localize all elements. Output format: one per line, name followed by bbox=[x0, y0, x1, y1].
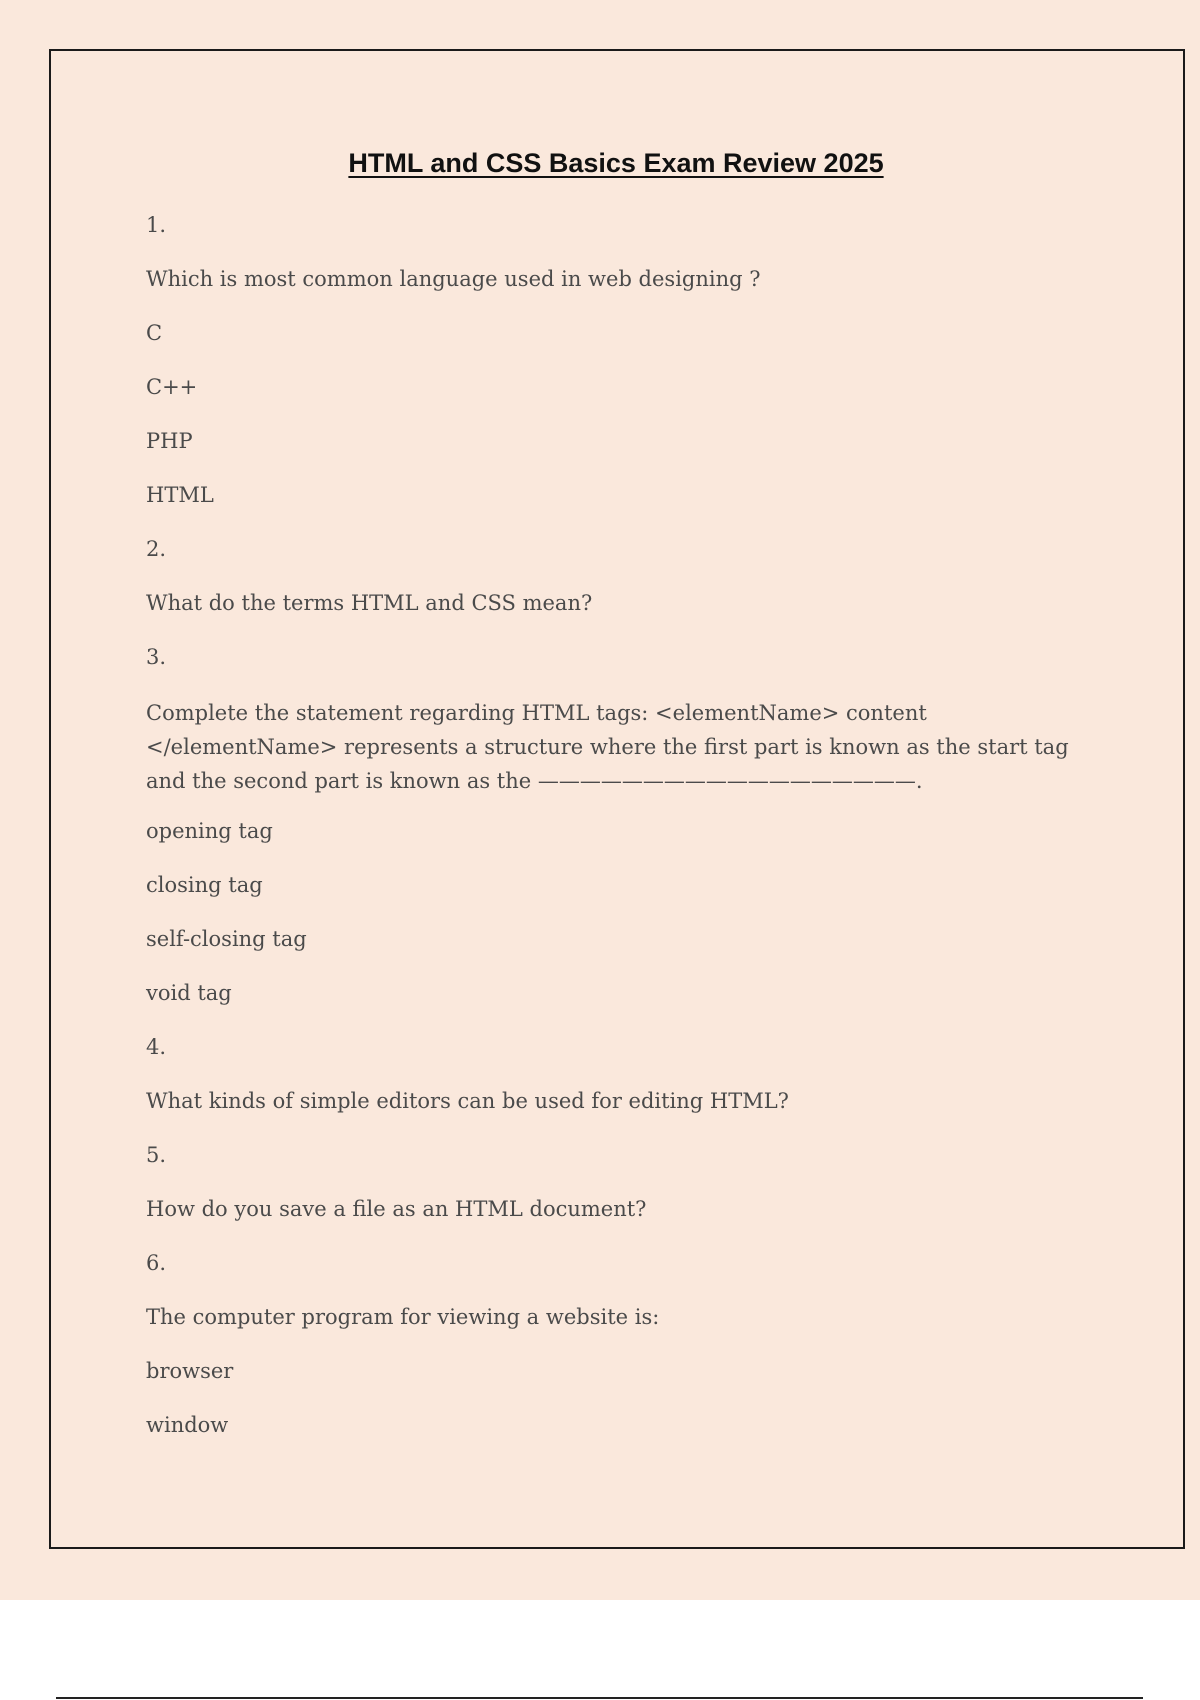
footer-divider bbox=[56, 1697, 1143, 1699]
questions-list bbox=[146, 210, 1096, 1464]
answer-option: window bbox=[146, 1413, 229, 1437]
question-number: 2. bbox=[146, 537, 167, 561]
question-text: Complete the statement regarding HTML tags: <elementName> content </elementName> represents a structure where the first part is known as the start tag and the second part is known as the ——————————————————. bbox=[146, 701, 1069, 793]
question-number: 6. bbox=[146, 1251, 167, 1275]
document-title: HTML and CSS Basics Exam Review 2025 bbox=[348, 148, 884, 178]
answer-option: self-closing tag bbox=[146, 927, 307, 951]
question-text: How do you save a file as an HTML document? bbox=[146, 1197, 647, 1221]
answer-option: HTML bbox=[146, 483, 214, 507]
answer-option: closing tag bbox=[146, 873, 263, 897]
question-number: 4. bbox=[146, 1035, 167, 1059]
question-number: 5. bbox=[146, 1143, 167, 1167]
answer-option: opening tag bbox=[146, 819, 273, 843]
question-text: What kinds of simple editors can be used for editing HTML? bbox=[146, 1089, 789, 1113]
question-text: The computer program for viewing a website is: bbox=[146, 1305, 660, 1329]
question-number: 3. bbox=[146, 645, 167, 669]
answer-option: C++ bbox=[146, 375, 198, 399]
answer-option: void tag bbox=[146, 981, 232, 1005]
question-number: 1. bbox=[146, 213, 167, 237]
answer-option: PHP bbox=[146, 429, 193, 453]
answer-option: browser bbox=[146, 1359, 234, 1383]
answer-option: C bbox=[146, 321, 163, 345]
question-text: Which is most common language used in web designing ? bbox=[146, 267, 761, 291]
question-text: What do the terms HTML and CSS mean? bbox=[146, 591, 593, 615]
